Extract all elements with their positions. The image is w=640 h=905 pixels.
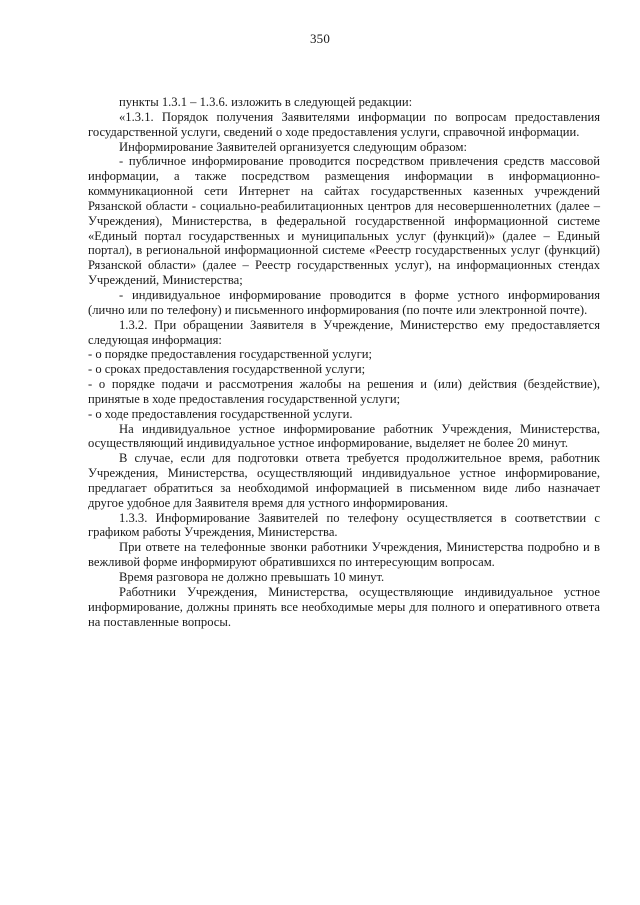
- paragraph-informing-organized: Информирование Заявителей организуется следующим образом:: [119, 139, 467, 154]
- paragraph-long-preparation: В случае, если для подготовки ответа требуется продолжительное время, работник Учреждения, Министерства, осуществляющий индивидуальное устное информирование, предлагает обратиться за необходимой информацией в письменном виде либо назначает другое удобное для Заявителя время для устного информирования.: [88, 451, 600, 510]
- list-item-procedure: - о порядке предоставления государственной услуги;: [88, 347, 373, 362]
- document-body: [88, 95, 600, 629]
- paragraph-1-3-3: 1.3.3. Информирование Заявителей по телефону осуществляется в соответствии с графиком работы Учреждения, Министерства.: [88, 510, 600, 540]
- paragraph-oral-time-limit: На индивидуальное устное информирование работник Учреждения, Министерства, осуществляющий индивидуальное устное информирование, выделяет не более 20 минут.: [88, 421, 600, 451]
- paragraph-intro: пункты 1.3.1 – 1.3.6. изложить в следующей редакции:: [119, 95, 413, 109]
- paragraph-1-3-1: «1.3.1. Порядок получения Заявителями информации по вопросам предоставления государственной услуги, сведений о ходе предоставления услуги, справочной информации.: [88, 109, 600, 139]
- paragraph-public-informing: - публичное информирование проводится посредством привлечения средств массовой информации, а также посредством размещения информации в информационно-коммуникационной сети Интернет на сайтах государственных казенных учреждений Рязанской области - социально-реабилитационных центров для несовершеннолетних (далее – Учреждения), Министерства, в федеральной государственной информационной системе «Единый портал государственных и муниципальных услуг (функций)» (далее – Единый портал), в региональной информационной системе «Реестр государственных услуг (функций) Рязанской области» (далее – Реестр государственных услуг), на информационных стендах Учреждений, Министерства;: [88, 154, 600, 288]
- list-item-terms: - о сроках предоставления государственной услуги;: [88, 362, 366, 377]
- paragraph-1-3-2: 1.3.2. При обращении Заявителя в Учреждение, Министерство ему предоставляется следующая информация:: [88, 317, 600, 347]
- paragraph-individual-informing: - индивидуальное информирование проводится в форме устного информирования (лично или по телефону) и письменного информирования (по почте или электронной почте).: [88, 287, 600, 317]
- list-item-progress: - о ходе предоставления государственной услуги.: [88, 406, 353, 421]
- paragraph-phone-answers: При ответе на телефонные звонки работники Учреждения, Министерства подробно и в вежливой форме информируют обратившихся по интересующим вопросам.: [88, 540, 600, 570]
- paragraph-call-duration: Время разговора не должно превышать 10 минут.: [119, 570, 385, 584]
- paragraph-workers-measures: Работники Учреждения, Министерства, осуществляющие индивидуальное устное информирование, должны принять все необходимые меры для полного и оперативного ответа на поставленные вопросы.: [88, 584, 600, 629]
- page-number: 350: [309, 31, 331, 46]
- list-item-complaints: - о порядке подачи и рассмотрения жалобы на решения и (или) действия (бездействие), принятые в ходе предоставления государственной услуги;: [88, 377, 600, 406]
